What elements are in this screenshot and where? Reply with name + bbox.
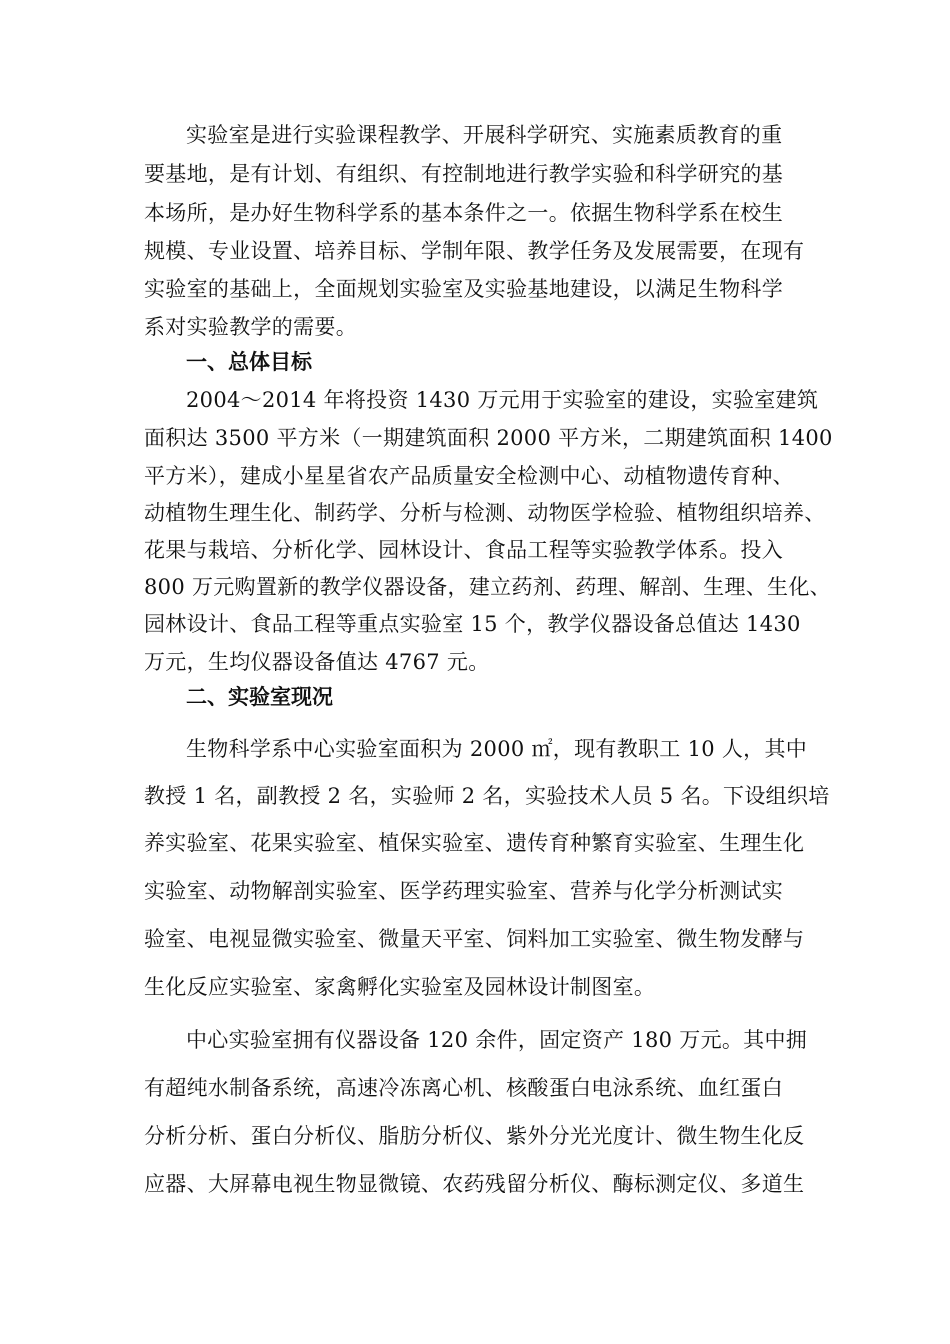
paragraph-line: 本场所，是办好生物科学系的基本条件之一。依据生物科学系在校生 — [144, 201, 783, 225]
paragraph-line: 要基地，是有计划、有组织、有控制地进行教学实验和科学研究的基 — [144, 162, 783, 186]
paragraph-line: 2004～2014 年将投资 1430 万元用于实验室的建设，实验室建筑 — [186, 388, 819, 412]
paragraph-line: 系对实验教学的需要。 — [144, 315, 357, 339]
paragraph-line: 验室、电视显微实验室、微量天平室、饲料加工实验室、微生物发酵与 — [144, 927, 805, 951]
paragraph-line: 园林设计、食品工程等重点实验室 15 个，教学仪器设备总值达 1430 — [144, 612, 801, 636]
paragraph-line: 规模、专业设置、培养目标、学制年限、教学任务及发展需要，在现有 — [144, 239, 805, 263]
paragraph-line: 面积达 3500 平方米（一期建筑面积 2000 平方米，二期建筑面积 1400 — [144, 426, 833, 450]
paragraph-line: 花果与栽培、分析化学、园林设计、食品工程等实验教学体系。投入 — [144, 538, 783, 562]
paragraph-line: 中心实验室拥有仪器设备 120 余件，固定资产 180 万元。其中拥 — [186, 1028, 808, 1052]
paragraph-line: 养实验室、花果实验室、植保实验室、遗传育种繁育实验室、生理生化 — [144, 831, 805, 855]
paragraph-line: 实验室是进行实验课程教学、开展科学研究、实施素质教育的重 — [186, 123, 783, 147]
section-heading: 一、总体目标 — [186, 350, 312, 374]
paragraph-line: 有超纯水制备系统，高速冷冻离心机、核酸蛋白电泳系统、血红蛋白 — [144, 1076, 783, 1100]
paragraph-line: 实验室的基础上，全面规划实验室及实验基地建设，以满足生物科学 — [144, 277, 783, 301]
paragraph-line: 动植物生理生化、制药学、分析与检测、动物医学检验、植物组织培养、 — [144, 501, 826, 525]
paragraph-line: 800 万元购置新的教学仪器设备，建立药剂、药理、解剖、生理、生化、 — [144, 575, 831, 599]
paragraph-line: 实验室、动物解剖实验室、医学药理实验室、营养与化学分析测试实 — [144, 879, 783, 903]
paragraph-line: 平方米），建成小星星省农产品质量安全检测中心、动植物遗传育种、 — [144, 464, 794, 488]
paragraph-line: 万元，生均仪器设备值达 4767 元。 — [144, 650, 490, 674]
paragraph-line: 生化反应实验室、家禽孵化实验室及园林设计制图室。 — [144, 975, 656, 999]
paragraph-line: 教授 1 名，副教授 2 名，实验师 2 名，实验技术人员 5 名。下设组织培 — [144, 784, 830, 808]
paragraph-line: 生物科学系中心实验室面积为 2000 ㎡，现有教职工 10 人，其中 — [186, 737, 808, 761]
section-heading: 二、实验室现况 — [186, 685, 333, 709]
paragraph-line: 分析分析、蛋白分析仪、脂肪分析仪、紫外分光光度计、微生物生化反 — [144, 1124, 805, 1148]
paragraph-line: 应器、大屏幕电视生物显微镜、农药残留分析仪、酶标测定仪、多道生 — [144, 1172, 805, 1196]
